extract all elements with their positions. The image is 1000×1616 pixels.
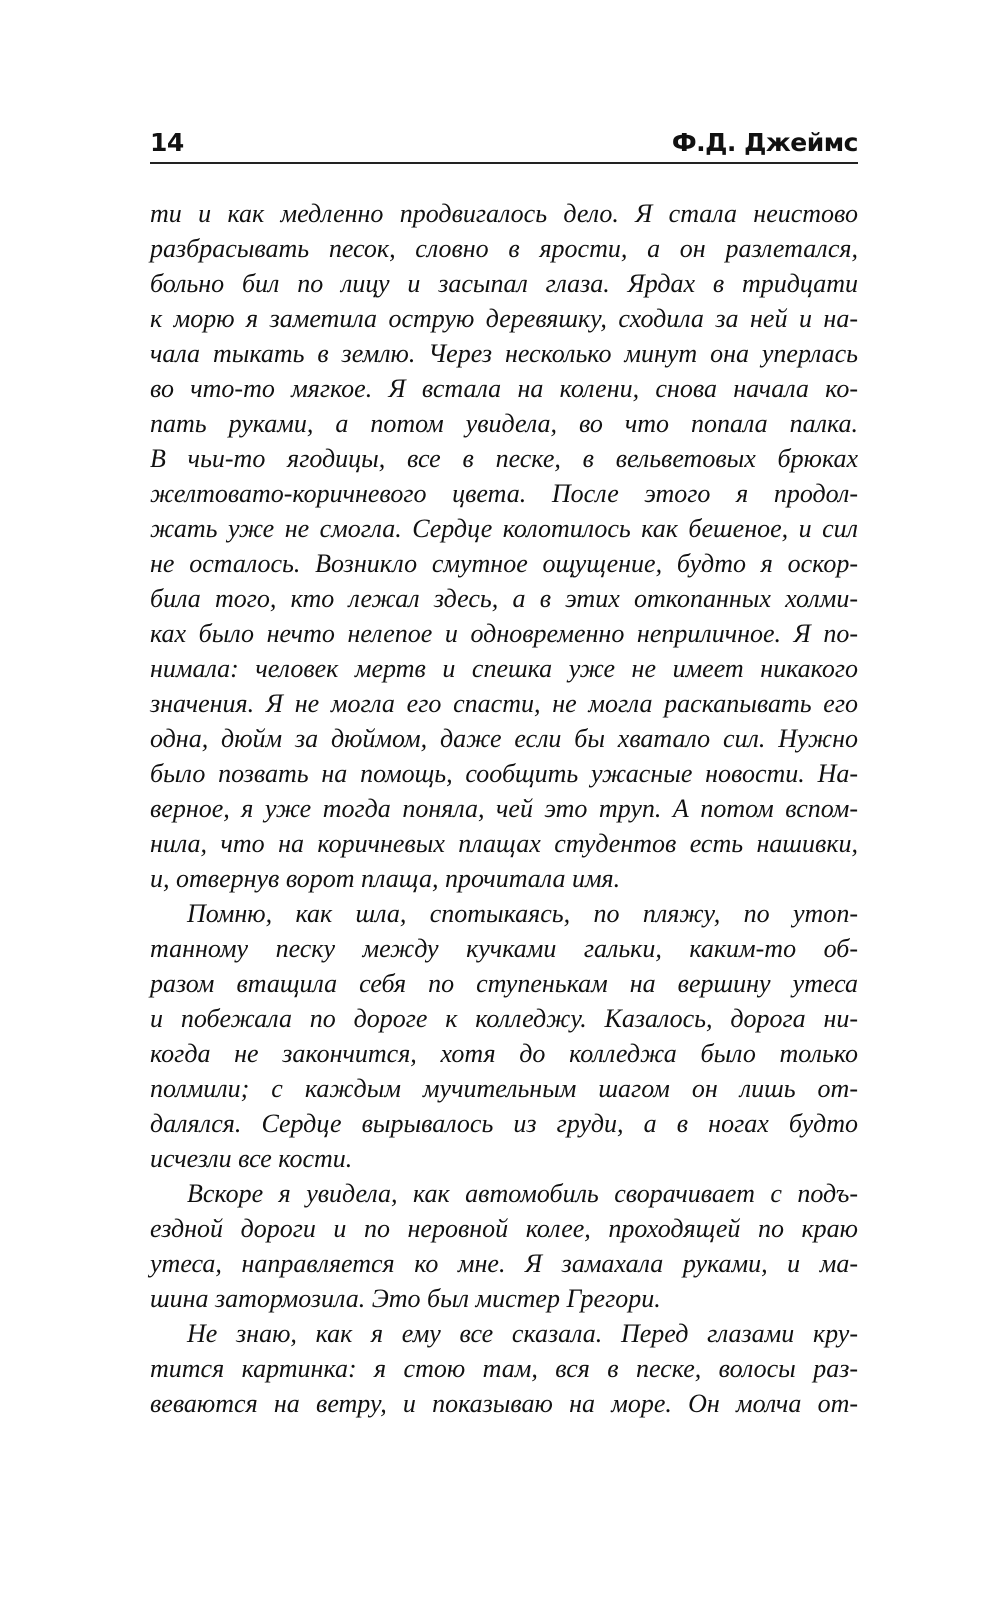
text-line: Помню, как шла, спотыкаясь, по пляжу, по утоп- xyxy=(187,899,858,928)
text-line: и, отвернув ворот плаща, прочитала имя. xyxy=(150,864,621,893)
text-line: далялся. Сердце вырывалось из груди, а в ногах будто xyxy=(150,1109,858,1138)
page-header xyxy=(150,128,858,164)
running-head-author: Ф.Д. Джеймс xyxy=(671,128,858,157)
text-line: чала тыкать в землю. Через несколько минут она уперлась xyxy=(150,339,858,368)
text-line: пать руками, а потом увидела, во что попала палка. xyxy=(150,409,858,438)
text-line: полмили; с каждым мучительным шагом он лишь от- xyxy=(150,1074,858,1103)
text-line: танному песку между кучками гальки, каким-то об- xyxy=(150,934,858,963)
text-line: желтовато-коричневого цвета. После этого я продол- xyxy=(150,479,858,508)
text-line: жать уже не смогла. Сердце колотилось как бешеное, и сил xyxy=(150,514,858,543)
text-line: верное, я уже тогда поняла, чей это труп. А потом вспом- xyxy=(150,794,858,823)
text-line: тится картинка: я стою там, вся в песке, волосы раз- xyxy=(150,1354,858,1383)
paragraph xyxy=(150,196,858,896)
text-line: шина затормозила. Это был мистер Грегори. xyxy=(150,1284,661,1313)
text-line: ездной дороги и по неровной колее, проходящей по краю xyxy=(150,1214,858,1243)
text-line: во что-то мягкое. Я встала на колени, снова начала ко- xyxy=(150,374,858,403)
text-line: разом втащила себя по ступенькам на вершину утеса xyxy=(150,969,858,998)
text-line: одна, дюйм за дюймом, даже если бы хватало сил. Нужно xyxy=(150,724,858,753)
text-line: значения. Я не могла его спасти, не могла раскапывать его xyxy=(150,689,858,718)
text-line: ках было нечто нелепое и одновременно неприличное. Я по- xyxy=(150,619,858,648)
text-line: веваются на ветру, и показываю на море. Он молча от- xyxy=(150,1389,858,1418)
text-line: нимала: человек мертв и спешка уже не имеет никакого xyxy=(150,654,858,683)
text-line: разбрасывать песок, словно в ярости, а он разлетался, xyxy=(150,234,858,263)
text-line: к морю я заметила острую деревяшку, сходила за ней и на- xyxy=(150,304,858,333)
text-line: больно бил по лицу и засыпал глаза. Ярдах в тридцати xyxy=(150,269,858,298)
page-number: 14 xyxy=(150,128,184,157)
paragraph xyxy=(150,1316,858,1421)
body-text xyxy=(150,196,858,1421)
text-line: Не знаю, как я ему все сказала. Перед глазами кру- xyxy=(187,1319,858,1348)
text-line: Вскоре я увидела, как автомобиль сворачивает с подъ- xyxy=(187,1179,858,1208)
text-line: В чьи-то ягодицы, все в песке, в вельветовых брюках xyxy=(150,444,858,473)
text-line: била того, кто лежал здесь, а в этих откопанных холми- xyxy=(150,584,858,613)
text-line: было позвать на помощь, сообщить ужасные новости. На- xyxy=(150,759,858,788)
paragraph xyxy=(150,1176,858,1316)
text-line: не осталось. Возникло смутное ощущение, будто я оскор- xyxy=(150,549,858,578)
paragraph xyxy=(150,896,858,1176)
text-line: ти и как медленно продвигалось дело. Я стала неистово xyxy=(150,199,858,228)
text-line: когда не закончится, хотя до колледжа было только xyxy=(150,1039,858,1068)
text-line: утеса, направляется ко мне. Я замахала руками, и ма- xyxy=(150,1249,858,1278)
text-line: и побежала по дороге к колледжу. Казалось, дорога ни- xyxy=(150,1004,858,1033)
text-line: исчезли все кости. xyxy=(150,1144,353,1173)
text-line: нила, что на коричневых плащах студентов есть нашивки, xyxy=(150,829,858,858)
